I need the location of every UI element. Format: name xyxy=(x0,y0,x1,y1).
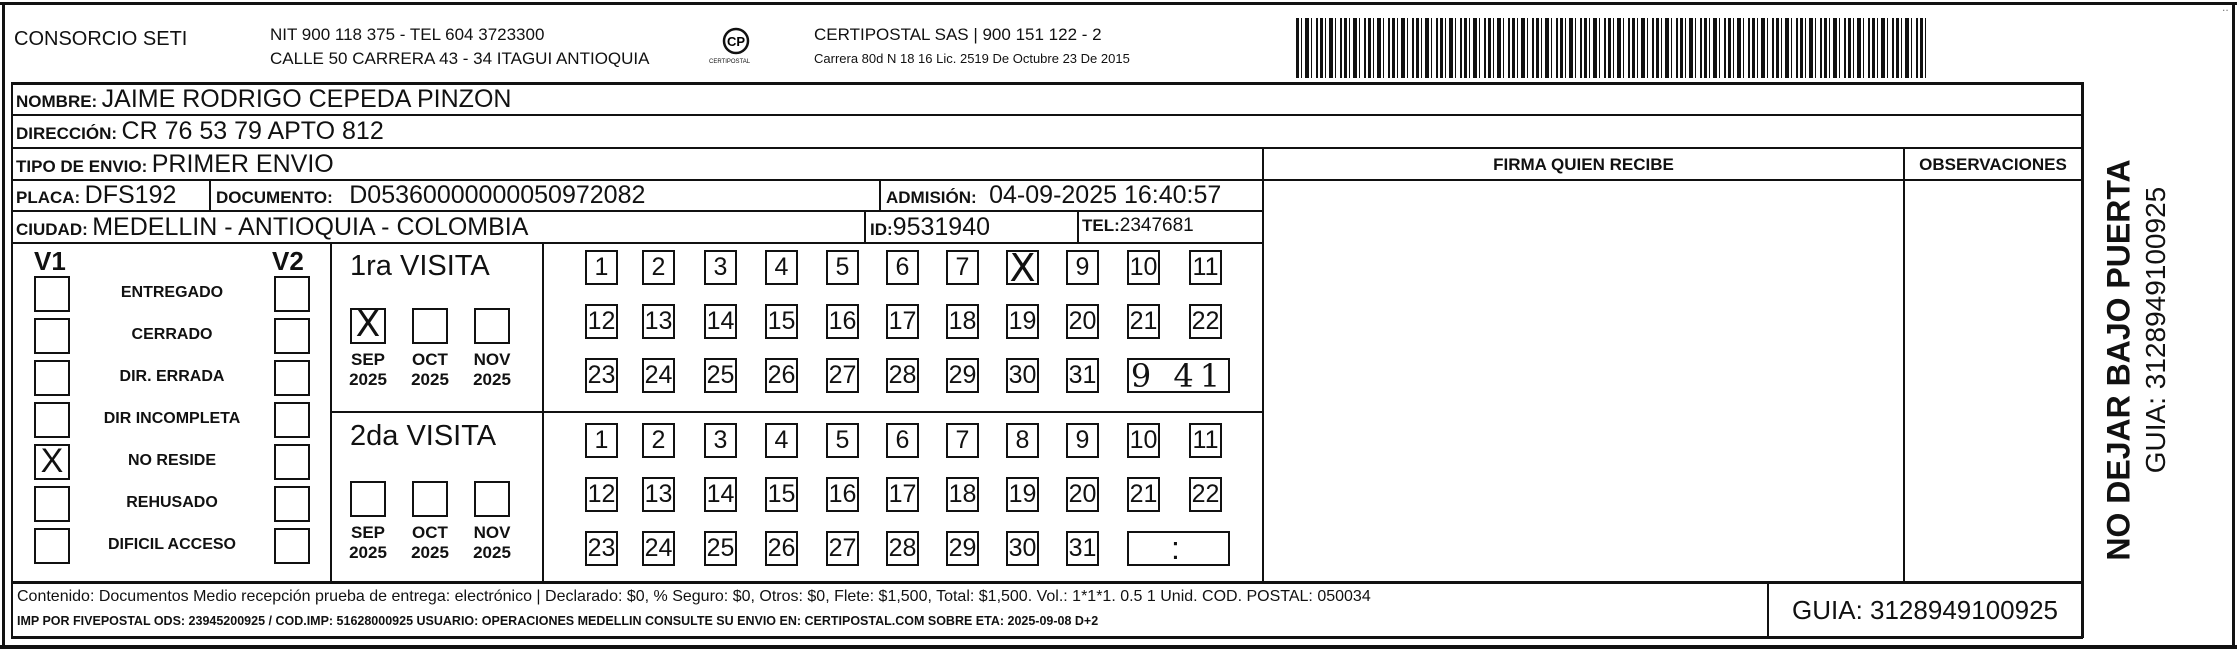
footer-guia: GUIA: 3128949100925 xyxy=(1792,595,2058,625)
tel-field xyxy=(1082,215,1194,237)
month-name: SEP xyxy=(350,350,386,369)
day-box[interactable]: 21 xyxy=(1127,477,1160,512)
day-box[interactable]: 24 xyxy=(642,531,675,566)
month-name: SEP xyxy=(350,523,386,542)
day-box[interactable]: 14 xyxy=(704,477,737,512)
plate-label: PLACA: xyxy=(16,188,81,207)
city-label: CIUDAD: xyxy=(16,220,88,239)
certipostal-logo xyxy=(707,26,765,70)
day-box[interactable]: 12 xyxy=(585,304,618,339)
day-box[interactable]: 12 xyxy=(585,477,618,512)
v1-checkbox[interactable] xyxy=(34,402,70,438)
day-box[interactable]: 2 xyxy=(642,423,675,458)
observ-left-line xyxy=(1903,147,1905,583)
signature-area[interactable] xyxy=(1265,182,1902,580)
table-right-line xyxy=(2081,82,2084,638)
day-box[interactable]: 10 xyxy=(1127,250,1160,285)
day-box[interactable]: 24 xyxy=(642,358,675,393)
id-value: 9531940 xyxy=(892,213,990,241)
day-box[interactable]: 27 xyxy=(826,531,859,566)
admission-value: 04-09-2025 16:40:57 xyxy=(989,181,1222,209)
day-box[interactable]: 21 xyxy=(1127,304,1160,339)
day-box[interactable]: 31 xyxy=(1066,358,1099,393)
day-box[interactable]: 31 xyxy=(1066,531,1099,566)
day-box[interactable]: 18 xyxy=(946,477,979,512)
month-year: 2025 xyxy=(349,370,387,389)
v2-checkbox[interactable] xyxy=(274,402,310,438)
plate-divider xyxy=(209,179,211,211)
city-field xyxy=(16,213,528,242)
table-left-line xyxy=(11,82,13,638)
v2-label: V2 xyxy=(272,246,304,276)
day-box[interactable]: 26 xyxy=(765,531,798,566)
firma-label: FIRMA QUIEN RECIBE xyxy=(1493,155,1674,174)
day-box[interactable]: 9 xyxy=(1066,250,1099,285)
day-box[interactable]: 20 xyxy=(1066,477,1099,512)
address-label: DIRECCIÓN: xyxy=(16,124,118,143)
day-box[interactable]: 16 xyxy=(826,477,859,512)
day-box[interactable]: 30 xyxy=(1006,358,1039,393)
day-box[interactable]: 4 xyxy=(765,250,798,285)
row-line-1 xyxy=(11,114,2083,116)
day-box[interactable]: 15 xyxy=(765,477,798,512)
day-box[interactable]: 22 xyxy=(1189,477,1222,512)
footer-top-line xyxy=(11,581,2083,584)
month-name: NOV xyxy=(473,523,511,542)
visit-separator xyxy=(330,411,1263,413)
visit1-title: 1ra VISITA xyxy=(350,250,490,282)
day-box[interactable]: 22 xyxy=(1189,304,1222,339)
plate-field xyxy=(16,181,176,210)
day-box[interactable]: 17 xyxy=(886,304,919,339)
name-label: NOMBRE: xyxy=(16,92,98,111)
company-name: CONSORCIO SETI xyxy=(14,28,188,50)
day-box[interactable]: 17 xyxy=(886,477,919,512)
day-box[interactable]: 4 xyxy=(765,423,798,458)
day-box[interactable]: X xyxy=(1006,250,1039,285)
time-box[interactable]: : xyxy=(1127,531,1230,566)
v2-checkbox[interactable] xyxy=(274,486,310,522)
day-box[interactable]: 11 xyxy=(1189,250,1222,285)
v1-label: V1 xyxy=(34,246,66,276)
document-label: DOCUMENTO: xyxy=(216,188,333,207)
day-box[interactable]: 14 xyxy=(704,304,737,339)
v1-checkbox[interactable] xyxy=(34,318,70,354)
day-box[interactable]: 13 xyxy=(642,477,675,512)
day-box[interactable]: 29 xyxy=(946,358,979,393)
frame-top-line xyxy=(0,2,2237,5)
day-box[interactable]: 6 xyxy=(886,423,919,458)
day-box[interactable]: 30 xyxy=(1006,531,1039,566)
footer-bottom-line xyxy=(11,636,2083,639)
day-box[interactable]: 9 xyxy=(1066,423,1099,458)
observations-area[interactable] xyxy=(1906,182,2080,580)
day-box[interactable]: 29 xyxy=(946,531,979,566)
v2-checkbox[interactable] xyxy=(274,276,310,312)
day-box[interactable]: 23 xyxy=(585,531,618,566)
status-label: NO RESIDE xyxy=(127,452,216,469)
day-box[interactable]: 18 xyxy=(946,304,979,339)
day-box[interactable]: 23 xyxy=(585,358,618,393)
logo-caption: CERTIPOSTAL xyxy=(709,59,751,65)
month-year: 2025 xyxy=(473,543,511,562)
frame-bottom-line xyxy=(0,645,2237,649)
day-box[interactable]: 5 xyxy=(826,250,859,285)
day-box[interactable]: 7 xyxy=(946,250,979,285)
recipient-address: CR 76 53 79 APTO 812 xyxy=(121,117,384,145)
admission-field xyxy=(886,181,1221,210)
day-box[interactable]: 1 xyxy=(585,250,618,285)
ship-type-label: TIPO DE ENVIO: xyxy=(16,157,148,176)
name-row xyxy=(16,85,511,114)
admision-divider xyxy=(879,179,881,211)
month-year: 2025 xyxy=(349,543,387,562)
month-name: NOV xyxy=(473,350,511,369)
observaciones-label: OBSERVACIONES xyxy=(1919,155,2067,174)
status-label: ENTREGADO xyxy=(120,284,224,301)
month-year: 2025 xyxy=(411,543,449,562)
row-line-5 xyxy=(11,242,1263,244)
month-name: OCT xyxy=(412,350,448,369)
month-checkbox-sep[interactable] xyxy=(350,481,386,517)
id-label: ID: xyxy=(870,220,893,239)
footer-imp-line: IMP POR FIVEPOSTAL ODS: 23945200925 / COD.IMP: 51628000925 USUARIO: OPERACIONES MEDELLIN CONSULTE SU ENVIO EN: CERTIPOSTAL.COM SOBRE ETA: 2025-09-08 D+2 xyxy=(17,614,1099,628)
day-box[interactable]: 25 xyxy=(704,531,737,566)
status-label: DIR INCOMPLETA xyxy=(103,410,241,427)
v1-checkbox[interactable] xyxy=(34,360,70,396)
v2-checkbox[interactable] xyxy=(274,444,310,480)
month-checkbox-oct[interactable] xyxy=(412,481,448,517)
company-address-line: CALLE 50 CARRERA 43 - 34 ITAGUI ANTIOQUIA xyxy=(270,49,650,68)
month-checkbox-nov[interactable] xyxy=(474,481,510,517)
svg-text:CP: CP xyxy=(726,34,746,49)
document-value: D05360000000050972082 xyxy=(349,181,646,209)
day-box[interactable]: 28 xyxy=(886,531,919,566)
day-box[interactable]: 10 xyxy=(1127,423,1160,458)
status-label: DIFICIL ACCESO xyxy=(107,536,236,553)
day-box[interactable]: 3 xyxy=(704,250,737,285)
status-label: REHUSADO xyxy=(126,494,218,511)
ship-type-row xyxy=(16,150,334,179)
id-divider xyxy=(864,210,866,243)
day-box[interactable]: 7 xyxy=(946,423,979,458)
v1-checkbox[interactable] xyxy=(34,528,70,564)
status-label: DIR. ERRADA xyxy=(119,368,225,385)
day-box[interactable]: 1 xyxy=(585,423,618,458)
month-checkbox-nov[interactable] xyxy=(474,308,510,344)
license-line: Carrera 80d N 18 16 Lic. 2519 De Octubre 23 De 2015 xyxy=(814,51,1130,66)
day-box[interactable]: 3 xyxy=(704,423,737,458)
day-box[interactable]: 16 xyxy=(826,304,859,339)
day-box[interactable]: 15 xyxy=(765,304,798,339)
day-box[interactable]: 2 xyxy=(642,250,675,285)
month-year: 2025 xyxy=(411,370,449,389)
ship-type: PRIMER ENVIO xyxy=(151,150,334,178)
address-row xyxy=(16,117,384,146)
plate-value: DFS192 xyxy=(84,181,177,209)
row-line-4 xyxy=(11,210,1263,212)
recipient-name: JAIME RODRIGO CEPEDA PINZON xyxy=(101,85,512,113)
day-box[interactable]: 20 xyxy=(1066,304,1099,339)
day-box[interactable]: 26 xyxy=(765,358,798,393)
day-box[interactable]: 25 xyxy=(704,358,737,393)
v1-checkbox[interactable]: X xyxy=(34,444,70,480)
footer-content-line: Contenido: Documentos Medio recepción prueba de entrega: electrónico | Declarado: $0, % Seguro: $0, Otros: $0, Flete: $1,500, Total: $1,500. Vol.: 1*1*1. 0.5 1 Unid. COD. POSTAL: 050034 xyxy=(17,588,1371,605)
side-guia: GUIA: 3128949100925 xyxy=(2140,186,2171,474)
day-box[interactable]: 8 xyxy=(1006,423,1039,458)
month-year: 2025 xyxy=(473,370,511,389)
status-label: CERRADO xyxy=(131,326,213,343)
day-box[interactable]: 5 xyxy=(826,423,859,458)
v2-checkbox[interactable] xyxy=(274,528,310,564)
admission-label: ADMISIÓN: xyxy=(886,188,977,207)
visit2-title: 2da VISITA xyxy=(350,420,497,452)
frame-right-line xyxy=(2232,2,2235,648)
carrier-line: CERTIPOSTAL SAS | 900 151 122 - 2 xyxy=(814,25,1102,44)
v2-checkbox[interactable] xyxy=(274,318,310,354)
firma-header-line xyxy=(1262,179,2083,181)
v1-checkbox[interactable] xyxy=(34,276,70,312)
frame-left-line xyxy=(2,2,5,648)
day-box[interactable]: 28 xyxy=(886,358,919,393)
month-checkbox-sep[interactable]: X xyxy=(350,308,386,344)
month-checkbox-oct[interactable] xyxy=(412,308,448,344)
day-box[interactable]: 13 xyxy=(642,304,675,339)
nit-line: NIT 900 118 375 - TEL 604 3723300 xyxy=(270,25,545,44)
corner-mark: .. xyxy=(2222,0,2229,14)
day-box[interactable]: 19 xyxy=(1006,477,1039,512)
day-box[interactable]: 6 xyxy=(886,250,919,285)
time-box[interactable]: 9 41 xyxy=(1127,358,1230,393)
day-box[interactable]: 11 xyxy=(1189,423,1222,458)
tel-label: TEL: xyxy=(1082,216,1120,235)
firma-left-line xyxy=(1262,147,1264,583)
id-field xyxy=(870,213,990,242)
month-name: OCT xyxy=(412,523,448,542)
v2-checkbox[interactable] xyxy=(274,360,310,396)
city-value: MEDELLIN - ANTIOQUIA - COLOMBIA xyxy=(92,213,529,241)
tel-value: 2347681 xyxy=(1119,215,1194,236)
tel-divider xyxy=(1077,210,1079,243)
row-line-2 xyxy=(11,147,2083,149)
v1-checkbox[interactable] xyxy=(34,486,70,522)
day-box[interactable]: 27 xyxy=(826,358,859,393)
document-field xyxy=(216,181,645,210)
side-warning: NO DEJAR BAJO PUERTA xyxy=(2100,159,2137,561)
day-box[interactable]: 19 xyxy=(1006,304,1039,339)
barcode xyxy=(1296,18,1928,78)
